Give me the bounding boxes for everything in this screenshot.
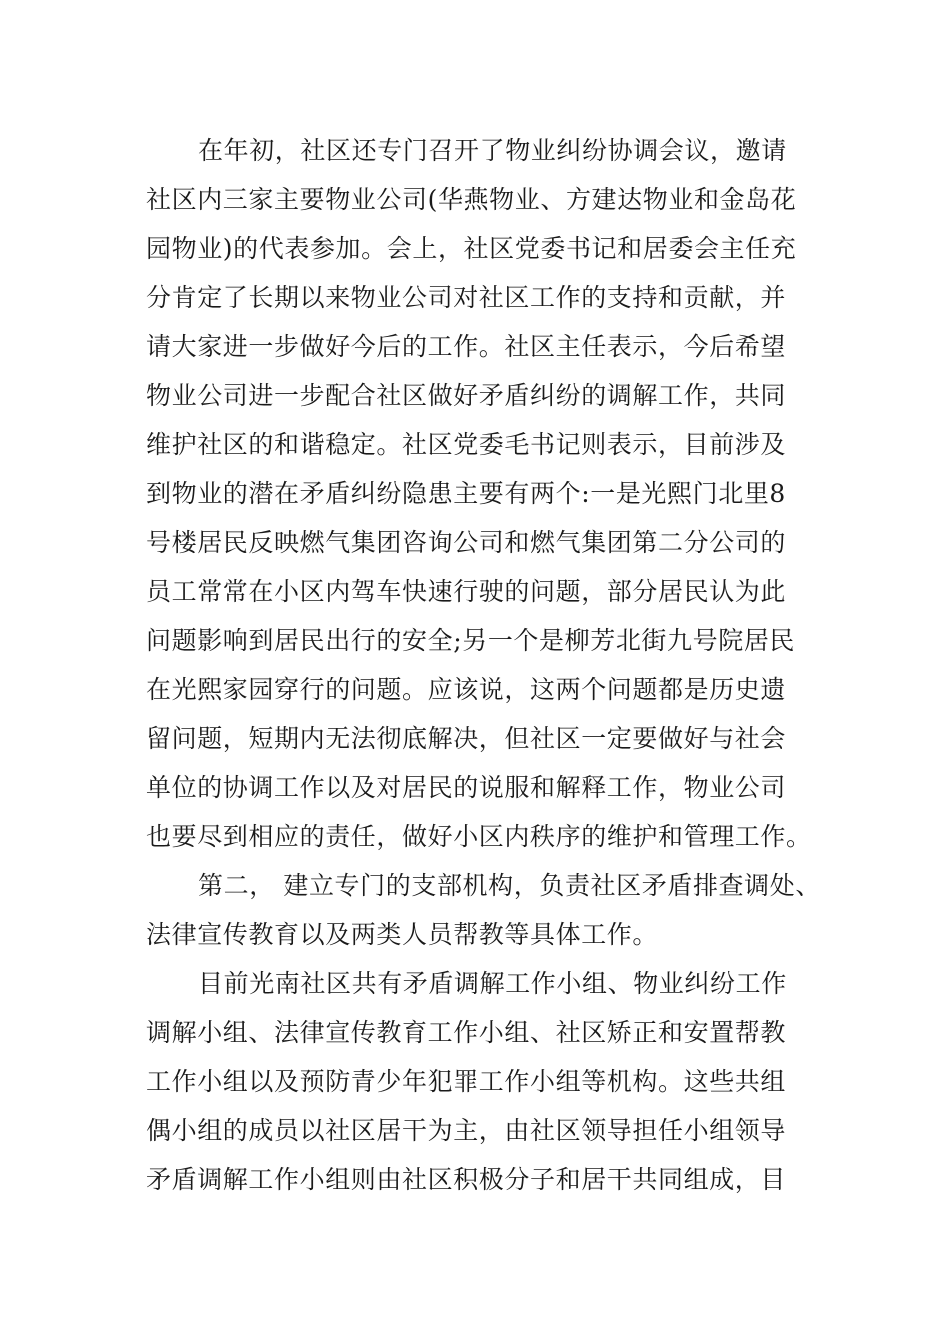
text-line: 社区内三家主要物业公司(华燕物业、方建达物业和金岛花 — [146, 185, 797, 214]
text-line: 法律宣传教育以及两类人员帮教等具体工作。 — [146, 920, 659, 949]
text-line: 第二， 建立专门的支部机构，负责社区矛盾排查调处、 — [198, 871, 821, 900]
text-line: 请大家进一步做好今后的工作。社区主任表示，今后希望 — [146, 332, 787, 361]
text-line: 目前光南社区共有矛盾调解工作小组、物业纠纷工作 — [198, 969, 787, 998]
text-line: 维护社区的和谐稳定。社区党委毛书记则表示，目前涉及 — [146, 430, 787, 459]
text-line: 在年初，社区还专门召开了物业纠纷协调会议，邀请 — [198, 136, 787, 165]
text-line: 工作小组以及预防青少年犯罪工作小组等机构。这些共组 — [146, 1067, 787, 1096]
text-line: 号楼居民反映燃气集团咨询公司和燃气集团第二分公司的 — [146, 528, 787, 557]
text-line: 偶小组的成员以社区居干为主，由社区领导担任小组领导 — [146, 1116, 787, 1145]
text-line: 物业公司进一步配合社区做好矛盾纠纷的调解工作，共同 — [146, 381, 787, 410]
text-line: 园物业)的代表参加。会上，社区党委书记和居委会主任充 — [146, 234, 797, 263]
paragraph-second-point — [146, 861, 826, 959]
text-line: 留问题，短期内无法彻底解决，但社区一定要做好与社会 — [146, 724, 787, 753]
text-line: 分肯定了长期以来物业公司对社区工作的支持和贡献，并 — [146, 283, 787, 312]
text-line: 也要尽到相应的责任，做好小区内秩序的维护和管理工作。 — [146, 822, 812, 851]
paragraph-meeting — [146, 126, 826, 861]
text-line: 到物业的潜在矛盾纠纷隐患主要有两个:一是光熙门北里8 — [146, 479, 786, 508]
text-line: 在光熙家园穿行的问题。应该说，这两个问题都是历史遗 — [146, 675, 787, 704]
paragraph-groups — [146, 959, 826, 1204]
text-line: 员工常常在小区内驾车快速行驶的问题，部分居民认为此 — [146, 577, 787, 606]
text-line: 单位的协调工作以及对居民的说服和解释工作，物业公司 — [146, 773, 787, 802]
text-line: 调解小组、法律宣传教育工作小组、社区矫正和安置帮教 — [146, 1018, 787, 1047]
text-line: 问题影响到居民出行的安全;另一个是柳芳北街九号院居民 — [146, 626, 796, 655]
text-line: 矛盾调解工作小组则由社区积极分子和居干共同组成，目 — [146, 1165, 787, 1194]
document-body — [146, 126, 826, 1204]
